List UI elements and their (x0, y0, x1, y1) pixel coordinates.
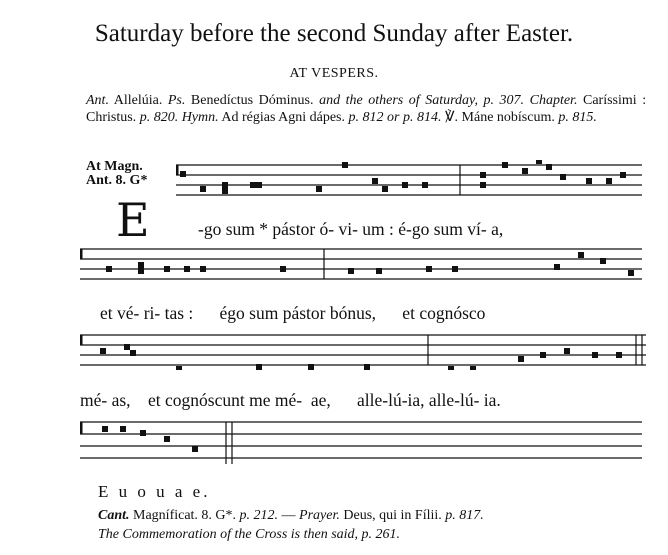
page-ref: p. 307. (483, 93, 525, 108)
music-staff-3 (80, 330, 646, 370)
alleluia-text: Allelúia. (113, 93, 163, 108)
dash: — (281, 508, 296, 523)
chapter-text: Caríssimi : Christus. (86, 93, 647, 125)
drop-initial: E (116, 193, 150, 247)
cant-label: Cant. (98, 508, 130, 523)
canticle-rubric (98, 508, 484, 524)
others-text: and the others of Saturday, (319, 93, 478, 108)
lyrics-line-2: et vé- ri- tas : égo sum pástor bónus, et cognósco (100, 303, 486, 323)
rubric-intro (86, 92, 646, 126)
music-staff-1 (176, 160, 642, 200)
hymn-text: Ad régias Agni dápes. (221, 110, 346, 125)
psalm-text: Benedíctus Dóminus. (190, 93, 314, 108)
commemoration-rubric: The Commemoration of the Cross is then said, p. 261. (98, 527, 401, 542)
page-ref: p. 815. (558, 110, 597, 125)
lyrics-line-1: -go sum * pástor ó- vi- um : é-go sum ví- a, (198, 219, 504, 239)
prayer-text: Deus, qui in Fílii. (343, 508, 442, 523)
chapter-label: Chapter. (529, 93, 578, 108)
music-staff-4 (80, 414, 642, 464)
page-ref: p. 212. (239, 508, 279, 523)
page-ref: p. 812 (348, 110, 384, 125)
antiphon-label-line2: Ant. 8. G* (86, 173, 148, 188)
page-title: Saturday before the second Sunday after Easter. (94, 20, 574, 47)
page-ref: p. 817. (445, 508, 484, 523)
euouae-text: E u o u a e. (98, 482, 211, 501)
ant-label: Ant. (86, 93, 109, 108)
antiphon-label-line1: At Magn. (86, 159, 143, 174)
lyrics-line-3: mé- as, et cognóscunt me mé- ae, alle-lú-ia, alle-lú- ia. (80, 390, 501, 410)
or-text: or (387, 110, 400, 125)
cant-text: Magníficat. 8. G*. (133, 508, 237, 523)
section-subtitle: AT VESPERS. (289, 66, 379, 81)
ps-label: Ps. (167, 93, 186, 108)
prayer-label: Prayer. (299, 508, 340, 523)
hymn-label: Hymn. (181, 110, 219, 125)
versicle-text: ℣. Máne nobíscum. (444, 110, 555, 125)
antiphon-label (86, 160, 147, 188)
music-staff-2 (80, 244, 642, 284)
page-ref: p. 820. (139, 110, 179, 125)
page-ref: p. 814. (402, 110, 442, 125)
